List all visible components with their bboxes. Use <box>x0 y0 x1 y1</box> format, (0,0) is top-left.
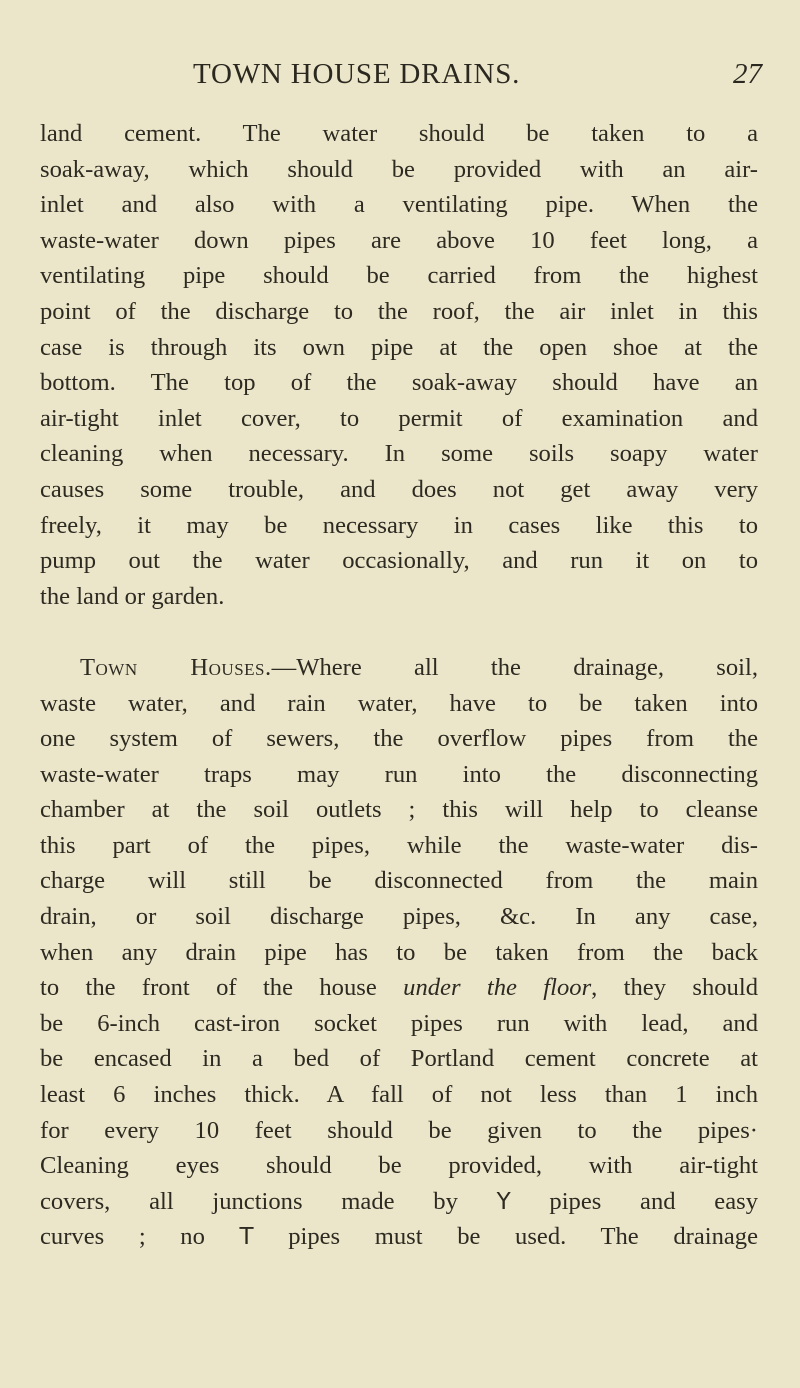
text-span: covers, all junctions made by <box>40 1187 497 1215</box>
text-line: be 6-inch cast-iron socket pipes run with lead, and <box>40 1009 758 1037</box>
page-number: 27 <box>733 58 762 90</box>
text-span: pipes must be used. The drainage <box>253 1223 759 1251</box>
text-line: case is through its own pipe at the open shoe at the <box>40 333 758 361</box>
text-line: waste-water down pipes are above 10 feet long, a <box>40 226 758 254</box>
text-line: cleaning when necessary. In some soils soapy water <box>40 440 758 468</box>
body-text <box>40 116 758 1255</box>
y-pipe-glyph: Y <box>496 1188 511 1215</box>
text-line: be encased in a bed of Portland cement concrete at <box>40 1045 758 1073</box>
text-line: waste-water traps may run into the disconnecting <box>40 760 758 788</box>
text-line: charge will still be disconnected from the main <box>40 867 758 895</box>
paragraph-town-houses <box>40 650 758 1255</box>
italic-phrase: under the floor <box>403 974 592 1002</box>
t-pipe-glyph: T <box>239 1224 254 1251</box>
text-span: pipes and easy <box>510 1187 758 1215</box>
text-line: ventilating pipe should be carried from the highest <box>40 262 758 290</box>
text-line <box>40 1219 758 1255</box>
text-line: land cement. The water should be taken to a <box>40 120 758 147</box>
text-line <box>40 650 758 686</box>
text-line: inlet and also with a ventilating pipe. When the <box>40 191 758 219</box>
text-line: for every 10 feet should be given to the pipes· <box>40 1116 758 1144</box>
paragraph-gap <box>40 614 758 650</box>
text-line: point of the discharge to the roof, the air inlet in this <box>40 297 758 325</box>
text-line: air-tight inlet cover, to permit of examination and <box>40 404 758 432</box>
running-title: TOWN HOUSE DRAINS. <box>193 58 521 90</box>
text-span: curves ; no <box>40 1223 240 1251</box>
section-heading: Town Houses. <box>80 653 272 681</box>
text-span: , they should <box>591 974 758 1002</box>
text-line: waste water, and rain water, have to be taken into <box>40 689 758 717</box>
text-line <box>40 970 758 1006</box>
text-line: least 6 inches thick. A fall of not less than 1 inch <box>40 1081 758 1109</box>
text-line: freely, it may be necessary in cases like this to <box>40 511 758 539</box>
text-line: causes some trouble, and does not get away very <box>40 475 758 503</box>
text-line: pump out the water occasionally, and run it on to <box>40 547 758 575</box>
text-span: to the front of the house <box>40 974 404 1002</box>
text-line: when any drain pipe has to be taken from the back <box>40 938 758 966</box>
text-line: bottom. The top of the soak-away should have an <box>40 369 758 397</box>
text-line: the land or garden. <box>40 582 225 610</box>
text-line: chamber at the soil outlets ; this will help to cleanse <box>40 796 758 824</box>
paragraph-soak-away <box>40 116 758 614</box>
text-line: Cleaning eyes should be provided, with air-tight <box>40 1152 758 1180</box>
text-line: drain, or soil discharge pipes, &c. In any case, <box>40 903 758 931</box>
text-line: this part of the pipes, while the waste-water dis- <box>40 831 758 859</box>
text-line: one system of sewers, the overflow pipes from the <box>40 725 758 753</box>
text-span: —Where all the drainage, soil, <box>271 653 758 681</box>
running-head <box>0 58 800 98</box>
text-line <box>40 1184 758 1220</box>
text-line: soak-away, which should be provided with an air- <box>40 155 758 183</box>
